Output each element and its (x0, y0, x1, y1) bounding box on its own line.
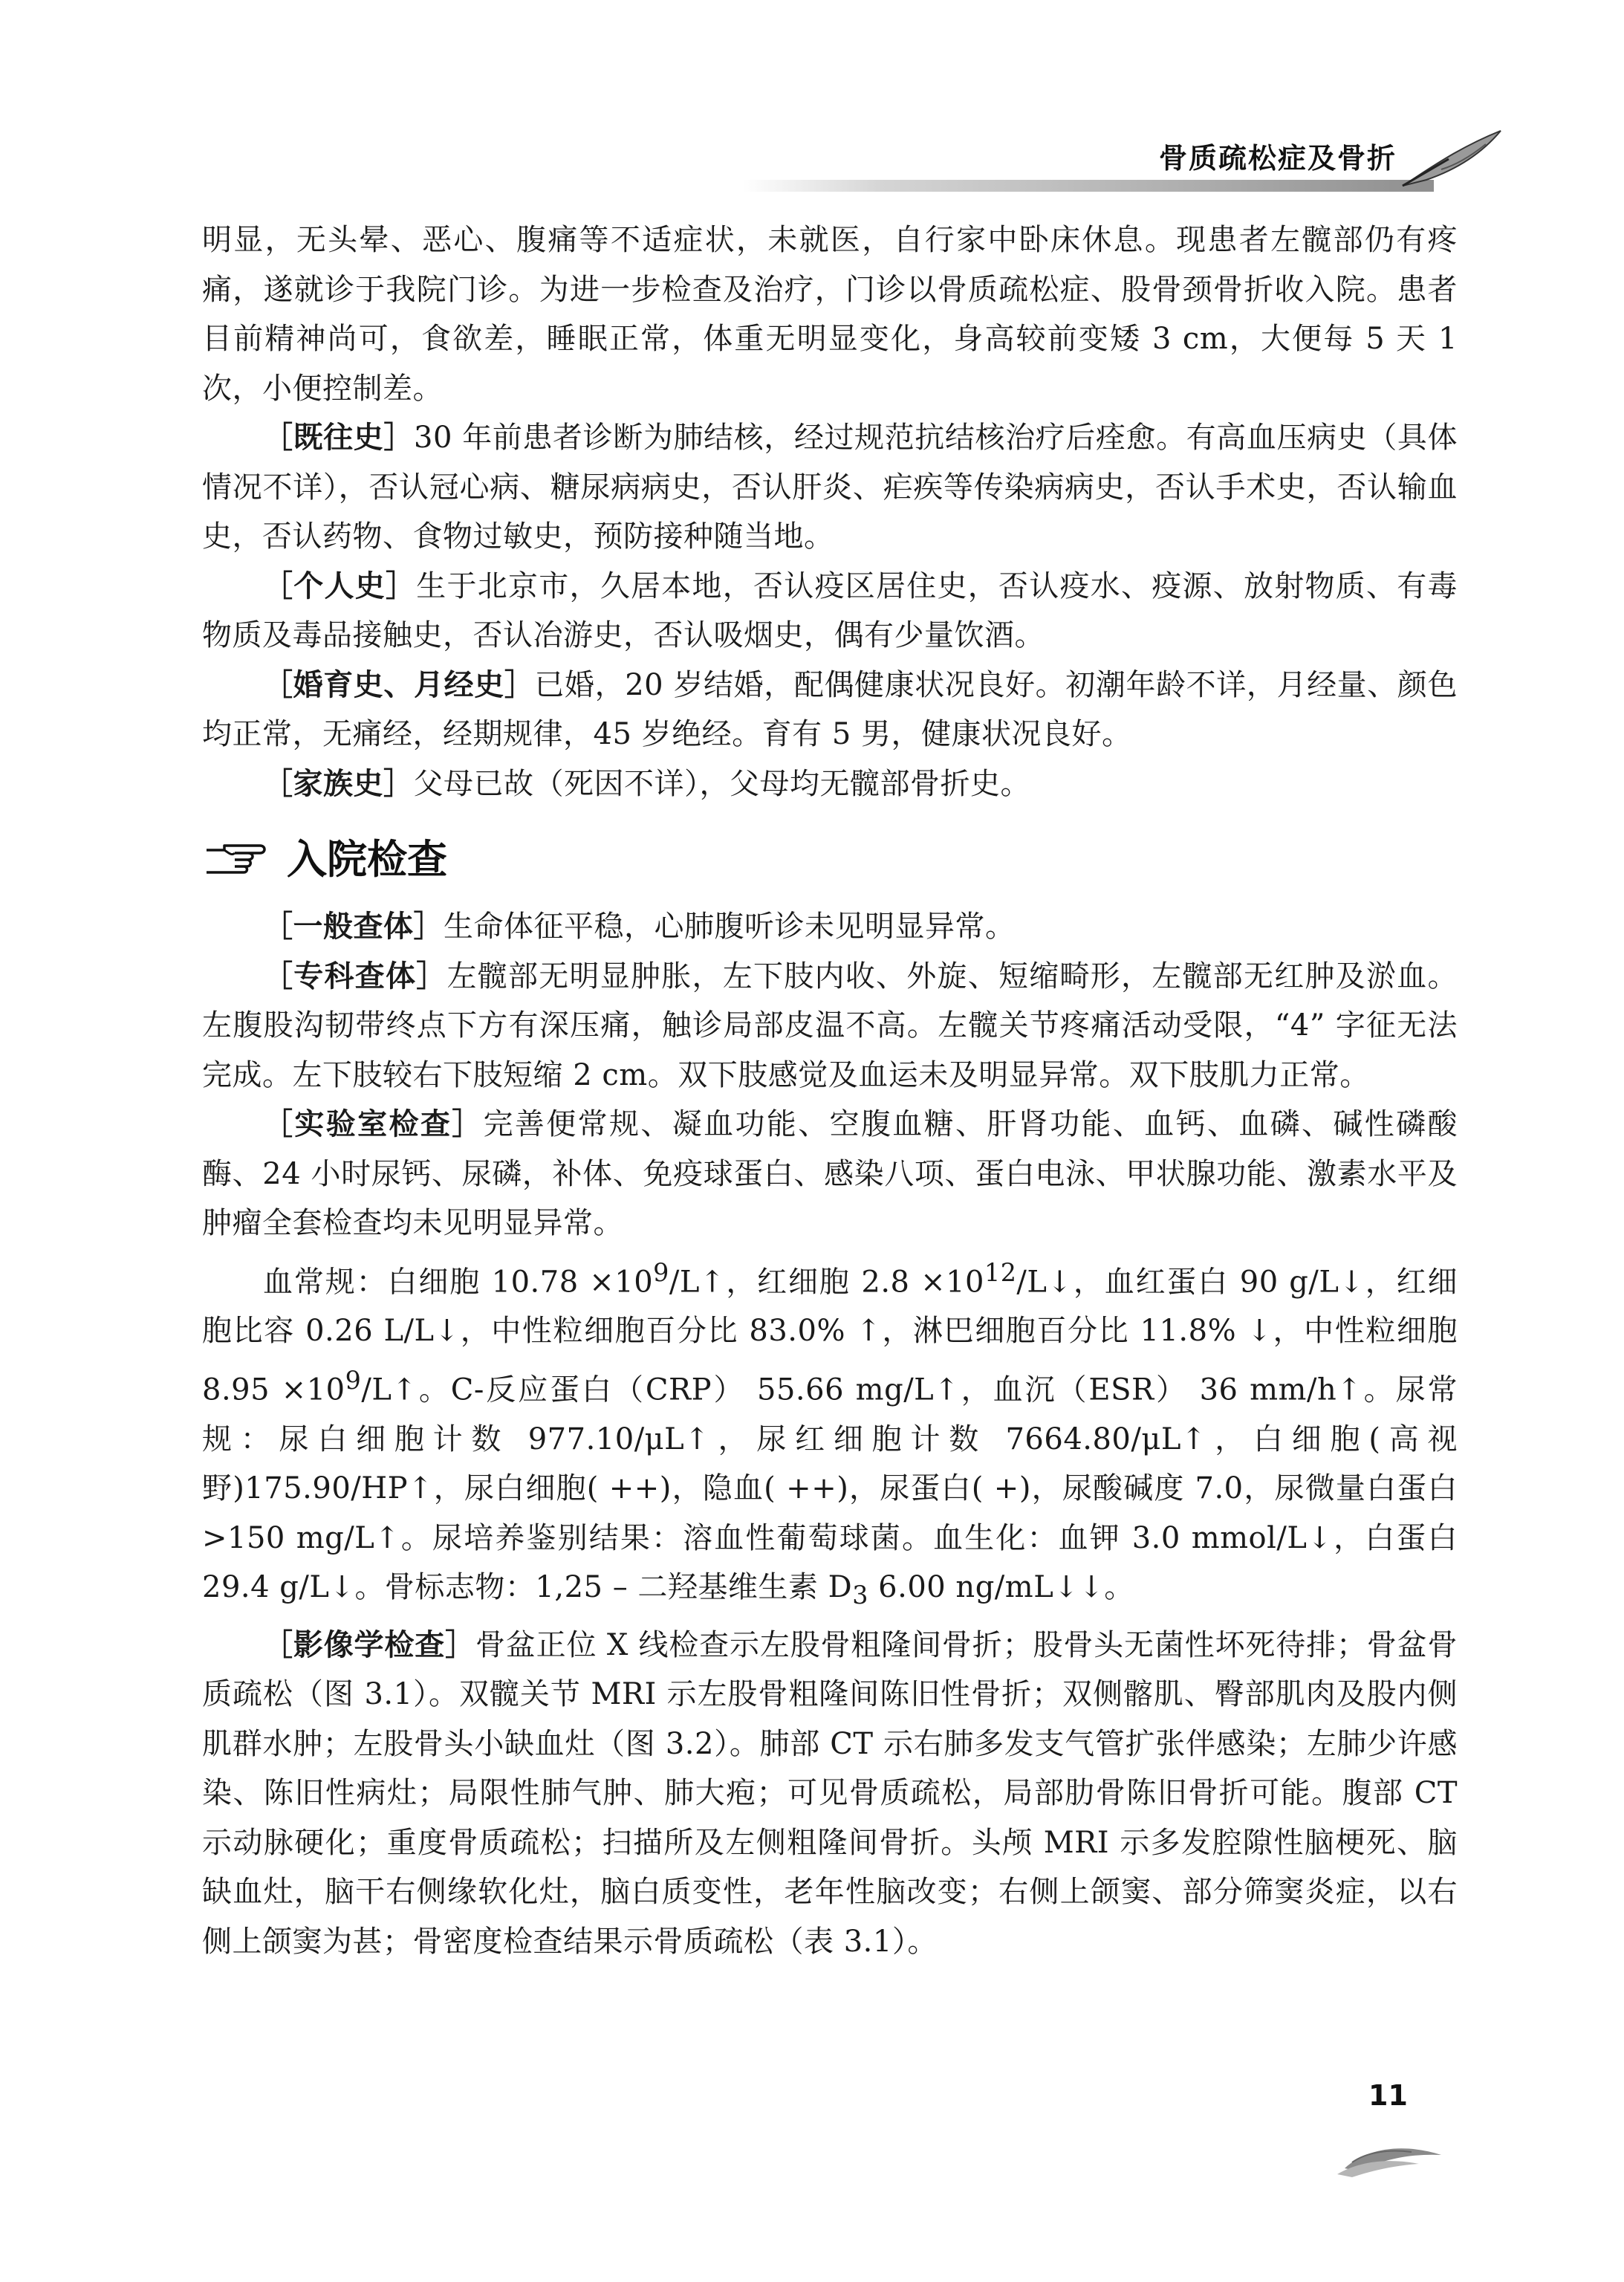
personal-history-paragraph (202, 562, 1458, 661)
page-number: 11 (1368, 2079, 1408, 2112)
section-title: 入院检查 (287, 835, 447, 883)
blood-text-3: /L↓，血红蛋白 90 g/L↓，红细胞比容 0.26 L/L↓，中性粒细胞百分比 83.0% ↑，淋巴细胞百分比 11.8% ↓，中性粒细胞 8.95 ×10 (202, 1264, 1458, 1407)
specialty-exam-label: ［专科查体］ (263, 959, 447, 993)
past-history-paragraph (202, 413, 1458, 562)
general-exam-paragraph (202, 902, 1458, 952)
blood-text-4: /L↑。C-反应蛋白（CRP） 55.66 mg/L↑，血沉（ESR） 36 mm/h↑。尿常规：尿白细胞计数 977.10/μL↑，尿红细胞计数 7664.80/μL↑，白细胞(高视野)175.90/HP↑，尿白细胞( ++)，隐血( ++)，尿蛋白( +)，尿酸碱度 7.0，尿微量白蛋白 >150 mg/L↑。尿培养鉴别结果：溶血性葡萄球菌。血生化：血钾 3.0 mmol/L↓，白蛋白 29.4 g/L↓。骨标志物：1,25 – 二羟基维生素 D (202, 1372, 1458, 1605)
blood-exponent-1: 9 (653, 1257, 669, 1287)
personal-history-text: 生于北京市，久居本地，否认疫区居住史，否认疫水、疫源、放射物质、有毒物质及毒品接触史，否认冶游史，否认吸烟史，偶有少量饮酒。 (202, 568, 1458, 652)
family-history-text: 父母已故（死因不详），父母均无髋部骨折史。 (413, 766, 1030, 801)
history-continuation: 明显，无头晕、恶心、腹痛等不适症状，未就医，自行家中卧床休息。现患者左髋部仍有疼痛，遂就诊于我院门诊。为进一步检查及治疗，门诊以骨质疏松症、股骨颈骨折收入院。患者目前精神尚可，食欲差，睡眠正常，体重无明显变化，身高较前变矮 3 cm，大便每 5 天 1 次，小便控制差。 (202, 223, 1458, 406)
running-title: 骨质疏松症及骨折 (1158, 142, 1397, 175)
general-exam-label: ［一般查体］ (263, 910, 444, 944)
imaging-exam-paragraph (202, 1621, 1458, 1967)
imaging-exam-text: 骨盆正位 X 线检查示左股骨粗隆间骨折；股骨头无菌性坏死待排；骨盆骨质疏松（图 3.1）。双髋关节 MRI 示左股骨粗隆间陈旧性骨折；双侧髂肌、臀部肌肉及股内侧肌群水肿；左股骨头小缺血灶（图 3.2）。肺部 CT 示右肺多发支气管扩张伴感染；左肺少许感染、陈旧性病灶；局限性肺气肿、肺大疱；可见骨质疏松，局部肋骨陈旧骨折可能。腹部 CT 示动脉硬化；重度骨质疏松；扫描所及左侧粗隆间骨折。头颅 MRI 示多发腔隙性脑梗死、脑缺血灶，脑干右侧缘软化灶，脑白质变性，老年性脑改变；右侧上颌窦、部分筛窦炎症，以右侧上颌窦为甚；骨密度检查结果示骨质疏松（表 3.1）。 (202, 1627, 1458, 1959)
quill-pen-icon (1397, 126, 1508, 193)
vitamin-d-subscript: 3 (852, 1581, 868, 1610)
lab-exam-paragraph (202, 1100, 1458, 1248)
lab-exam-label: ［实验室检查］ (263, 1107, 484, 1141)
lab-exam-text: 完善便常规、凝血功能、空腹血糖、肝肾功能、血钙、血磷、碱性磷酸酶、24 小时尿钙、尿磷，补体、免疫球蛋白、感染八项、蛋白电泳、甲状腺功能、激素水平及肿瘤全套检查均未见明显异常。 (202, 1107, 1458, 1240)
personal-history-label: ［个人史］ (263, 568, 417, 603)
marital-history-label: ［婚育史、月经史］ (263, 667, 535, 702)
past-history-label: ［既往史］ (263, 421, 415, 455)
past-history-text: 30 年前患者诊断为肺结核，经过规范抗结核治疗后痊愈。有高血压病史（具体情况不详），否认冠心病、糖尿病病史，否认肝炎、疟疾等传染病病史，否认手术史，否认输血史，否认药物、食物过敏史，预防接种随当地。 (202, 421, 1458, 554)
marital-history-text: 已婚，20 岁结婚，配偶健康状况良好。初潮年龄不详，月经量、颜色均正常，无痛经，经期规律，45 岁绝经。育有 5 男，健康状况良好。 (202, 667, 1458, 751)
specialty-exam-text: 左髋部无明显肿胀，左下肢内收、外旋、短缩畸形，左髋部无红肿及淤血。左腹股沟韧带终点下方有深压痛，触诊局部皮温不高。左髋关节疼痛活动受限，“4” 字征无法完成。左下肢较右下肢短缩 2 cm。双下肢感觉及血运未及明显异常。双下肢肌力正常。 (202, 959, 1458, 1092)
blood-results-paragraph (202, 1248, 1458, 1621)
page-body (202, 215, 1458, 1966)
header-gradient-bar (743, 180, 1434, 192)
imaging-exam-label: ［影像学检查］ (263, 1627, 475, 1662)
marital-history-paragraph (202, 661, 1458, 759)
general-exam-text: 生命体征平稳，心肺腹听诊未见明显异常。 (444, 910, 1016, 944)
blood-text-2: /L↑，红细胞 2.8 ×10 (669, 1264, 984, 1299)
blood-text-1: 血常规：白细胞 10.78 ×10 (263, 1264, 654, 1299)
pointing-hand-icon (202, 834, 269, 878)
wave-ornament-icon (1330, 2125, 1449, 2185)
section-heading (202, 814, 1458, 898)
family-history-paragraph (202, 759, 1458, 809)
blood-text-5: 6.00 ng/mL↓↓。 (868, 1570, 1134, 1605)
blood-exponent-2: 12 (984, 1257, 1017, 1287)
family-history-label: ［家族史］ (263, 766, 414, 801)
blood-exponent-3: 9 (345, 1365, 362, 1395)
specialty-exam-paragraph (202, 952, 1458, 1101)
page-header (743, 126, 1508, 193)
